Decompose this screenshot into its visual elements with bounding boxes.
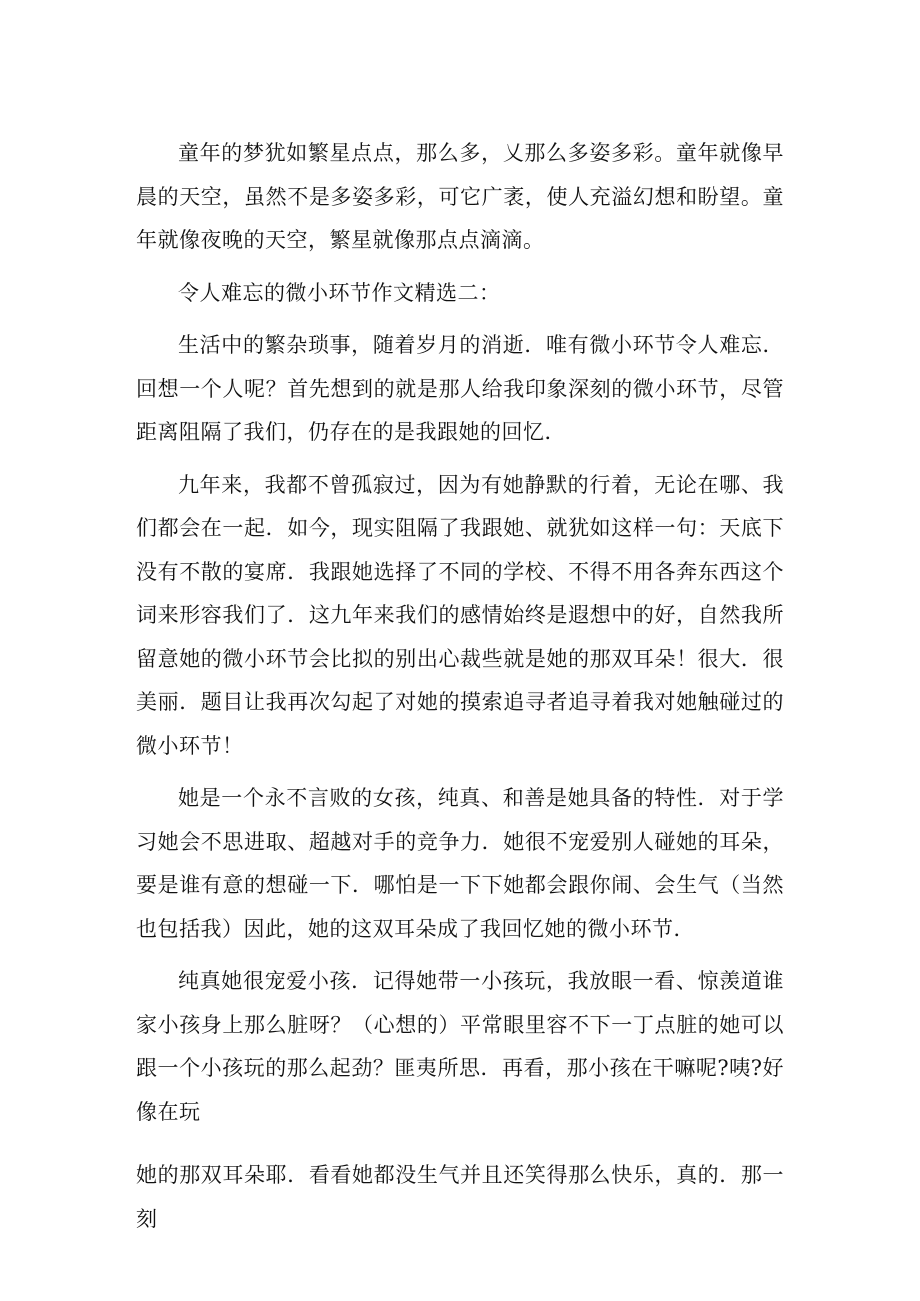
paragraph-life-trivia: 生活中的繁杂琐事，随着岁月的消逝．唯有微小环节令人难忘．回想一个人呢？首先想到的就是那人给我印象深刻的微小环节，尽管距离阻隔了我们，仍存在的是我跟她的回忆． [136, 333, 784, 444]
paragraph-never-give-up: 她是一个永不言败的女孩，纯真、和善是她具备的特性．对于学习她会不思进取、超越对手的竞争力．她很不宠爱别人碰她的耳朵，要是谁有意的想碰一下．哪怕是一下下她都会跟你闹、会生气（当然也包括我）因此，她的这双耳朵成了我回忆她的微小环节． [136, 786, 784, 941]
paragraph-ears-continued: 她的那双耳朵耶．看看她都没生气并且还笑得那么快乐，真的．那一刻 [136, 1163, 784, 1231]
paragraph-nine-years: 九年来，我都不曾孤寂过，因为有她静默的行着，无论在哪、我们都会在一起．如今，现实阻隔了我跟她、就犹如这样一句：天底下没有不散的宴席．我跟她选择了不同的学校、不得不用各奔东西这个词来形容我们了．这九年来我们的感情始终是遐想中的好，自然我所留意她的微小环节会比拟的别出心裁些就是她的那双耳朵！很大．很美丽．题目让我再次勾起了对她的摸索追寻者追寻着我对她触碰过的微小环节！ [136, 472, 784, 758]
paragraph-section-title: 令人难忘的微小环节作文精选二： [178, 280, 501, 305]
paragraph-likes-children: 纯真她很宠爱小孩．记得她带一小孩玩，我放眼一看、惊羡道谁家小孩身上那么脏呀？（心想的）平常眼里容不下一丁点脏的她可以跟一个小孩玩的那么起劲？匪夷所思．再看，那小孩在干嘛呢?咦?好像在玩 [136, 969, 784, 1124]
paragraph-childhood-dream: 童年的梦犹如繁星点点，那么多，乂那么多姿多彩。童年就像早晨的天空，虽然不是多姿多彩，可它广袤，使人充溢幻想和盼望。童年就像夜晚的天空，繁星就像那点点滴滴。 [136, 141, 784, 252]
